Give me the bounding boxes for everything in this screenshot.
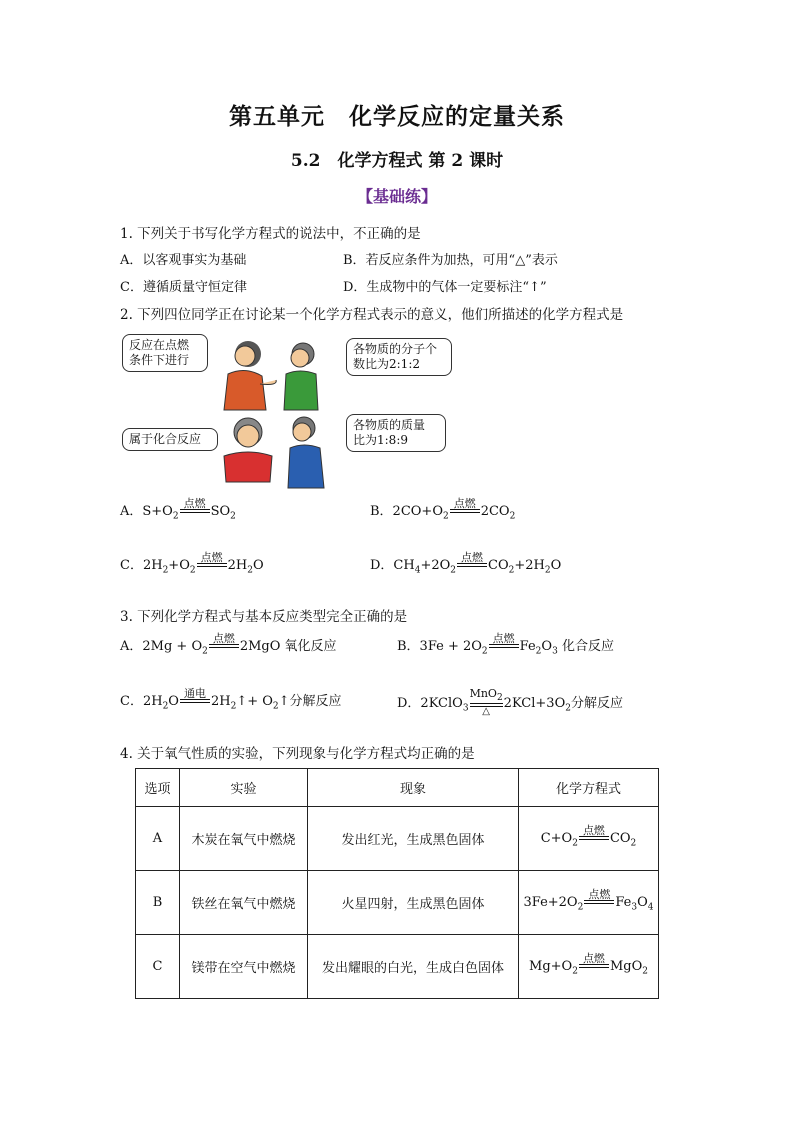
q3-option-a: A．$2Mg + O_2$ 点燃 2MgO 氧化反应	[120, 632, 337, 657]
row-equation: $3Fe+2O_2$ 点燃 $Fe_3O_4$	[519, 871, 659, 935]
header-experiment: 实验	[180, 769, 308, 807]
row-equation: $Mg+O_2$ 点燃 MgO$_2$	[519, 935, 659, 999]
discussion-illustration	[120, 332, 460, 492]
q1-option-c: C．遵循质量守恒定律	[120, 280, 247, 295]
table-header-row	[136, 769, 659, 807]
bubble-2-line-2: 数比为2:1:2	[353, 357, 420, 371]
row-option: C	[136, 935, 180, 999]
row-option: A	[136, 807, 180, 871]
bubble-4-line-2: 比为1:8:9	[353, 433, 408, 447]
q1-option-d: D．生成物中的气体一定要标注“↑”	[343, 280, 547, 295]
speech-bubble-4	[346, 414, 446, 452]
row-equation: $C+O_2$ 点燃 $CO_2$	[519, 807, 659, 871]
q4-stem: 4. 关于氧气性质的实验，下列现象与化学方程式均正确的是	[120, 746, 475, 762]
q1-option-b: B．若反应条件为加热，可用“△”表示	[343, 253, 558, 268]
unit-title: 第五单元 化学反应的定量关系	[229, 103, 565, 130]
q3-option-c: C．$2H_2O$ 通电 $2H_2↑+$ $O_2↑$分解反应	[120, 687, 342, 712]
bubble-1-line-1: 反应在点燃	[129, 338, 190, 352]
row-phenomenon: 火星四射，生成黑色固体	[308, 871, 519, 935]
q2-stem: 2. 下列四位同学正在讨论某一个化学方程式表示的意义，他们所描述的化学方程式是	[120, 307, 624, 323]
table-row	[136, 935, 659, 999]
bubble-3-line-1: 属于化合反应	[129, 432, 202, 446]
bubble-4-line-1: 各物质的质量	[353, 418, 426, 432]
speech-bubble-1	[122, 334, 208, 372]
q3-option-d: D．2KClO$_3$ MnO$_2$ △ $2KCl+3O_2$分解反应	[397, 687, 623, 718]
speech-bubble-3	[122, 428, 218, 451]
q3-stem: 3. 下列化学方程式与基本反应类型完全正确的是	[120, 609, 408, 625]
q2-option-a: A．$S+O_2$ 点燃 $SO_2$	[120, 497, 236, 522]
q2-option-d: D．$CH_4+2O_2$ 点燃 $CO_2+2H_2O$	[370, 551, 562, 576]
table-row	[136, 807, 659, 871]
table-row	[136, 871, 659, 935]
lesson-title: 5.2 化学方程式 第 2 课时	[290, 151, 504, 171]
bubble-1-line-2: 条件下进行	[129, 353, 190, 367]
experiment-table	[135, 768, 659, 999]
q3-option-b: B．$3Fe + 2O_2$ 点燃 $Fe_2O_3$ 化合反应	[397, 632, 614, 657]
q1-option-a: A．以客观事实为基础	[120, 253, 247, 268]
q1-stem: 1. 下列关于书写化学方程式的说法中，不正确的是	[120, 226, 421, 242]
header-phenomenon: 现象	[308, 769, 519, 807]
row-experiment: 木炭在氧气中燃烧	[180, 807, 308, 871]
header-equation: 化学方程式	[519, 769, 659, 807]
section-heading: 【基础练】	[356, 187, 437, 206]
row-experiment: 铁丝在氧气中燃烧	[180, 871, 308, 935]
q2-option-c: C．$2H_2+O_2$ 点燃 $2H_2O$	[120, 551, 264, 576]
row-option: B	[136, 871, 180, 935]
row-phenomenon: 发出红光，生成黑色固体	[308, 807, 519, 871]
speech-bubble-2	[346, 338, 452, 376]
row-phenomenon: 发出耀眼的白光，生成白色固体	[308, 935, 519, 999]
header-option: 选项	[136, 769, 180, 807]
row-experiment: 镁带在空气中燃烧	[180, 935, 308, 999]
q2-option-b: B．$2CO+O_2$ 点燃 $2CO_2$	[370, 497, 516, 522]
bubble-2-line-1: 各物质的分子个	[353, 342, 438, 356]
